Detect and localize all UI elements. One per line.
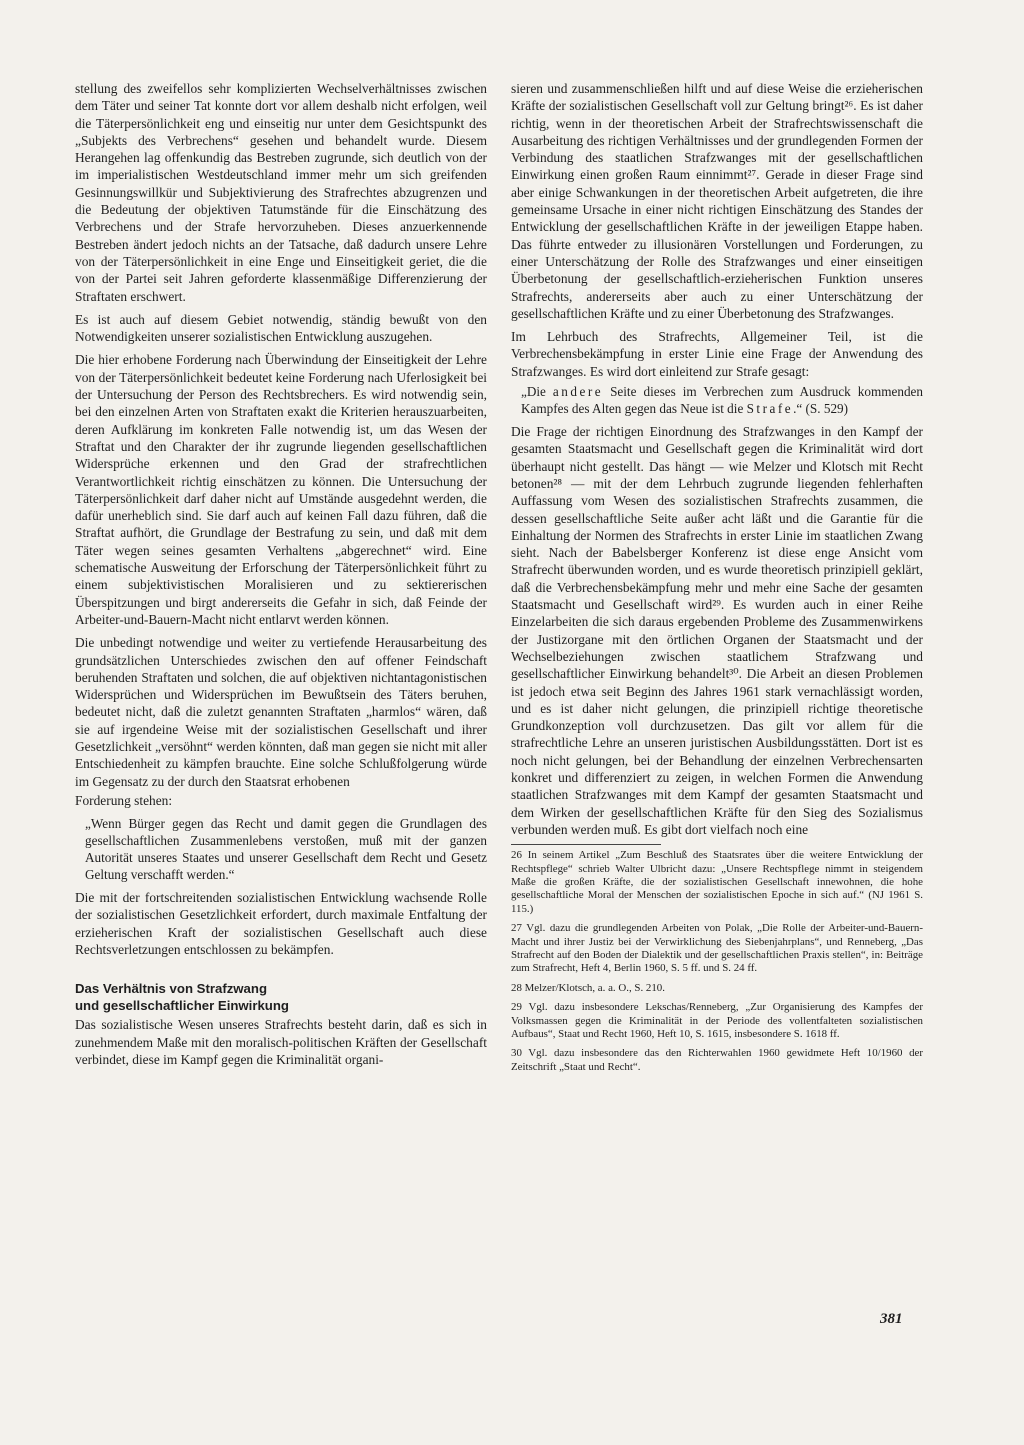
paragraph: Die hier erhobene Forderung nach Überwindung der Einseitigkeit der Lehre von der Täterpersönlichkeit bedeutet keine Forderung nach Uferlosigkeit bei der Untersuchung der Person des Rechtsbrechers. Es wird notwendig sein, bei den einzelnen Arten von Straftaten exakt die Kriterien herauszuarbeiten, deren Aufklärung im konkreten Falle notwendig ist, um das Wesen der Straftat und den Charakter der ihr zugrunde liegenden gesellschaftlichen Widersprüche erkennen und den Grad der strafrechtlichen Verantwortlichkeit richtig einschätzen zu können. Die Untersuchung der Täterpersönlichkeit darf daher nicht auf Umstände ausgedehnt werden, die dafür unerheblich sind. Sie darf auch auf keinen Fall dazu führen, daß die Straftat aufhört, die Grundlage der Bestrafung zu sein, und daß mit dem Täter wegen seines gesamten Verhaltens „abgerechnet“ wird. Eine schematische Ausweitung der Erforschung der Täterpersönlichkeit führt zu einem subjektivistischen Moralisieren und zu sektiererischen Überspitzungen und birgt andererseits die Gefahr in sich, daß Feinde der Arbeiter-und-Bauern-Macht nicht entlarvt werden können.	[75, 352, 487, 627]
section-heading	[75, 980, 487, 1014]
footnotes	[511, 849, 923, 1074]
paragraph: Es ist auch auf diesem Gebiet notwendig, ständig bewußt von den Notwendigkeiten unserer sozialistischen Entwicklung auszugehen.	[75, 311, 487, 345]
block-quote: „Wenn Bürger gegen das Recht und damit gegen die Grundlagen des gesellschaftlichen Zusammenlebens verstoßen, muß mit der ganzen Autorität unseres Staates und unserer Gesellschaft dem Recht und Gesetz Geltung verschafft werden.“	[85, 816, 487, 883]
quote-text: „Die	[521, 384, 553, 400]
footnote: 30 Vgl. dazu insbesondere das den Richterwahlen 1960 gewidmete Heft 10/1960 der Zeitschrift „Staat und Recht“.	[511, 1047, 923, 1073]
block-quote	[521, 383, 923, 417]
footnote-divider	[511, 844, 661, 845]
footnote: 26 In seinem Artikel „Zum Beschluß des Staatsrates über die weitere Entwicklung der Rechtspflege“ schrieb Walter Ulbricht dazu: „Unsere Rechtspflege nimmt in steigendem Maße die großen Kräfte, die der sozialistischen Gesellschaft innewohnen, die hohe gesellschaftliche Moral der Menschen der sozialistischen Epoche in sich auf.“ (NJ 1961 S. 115.)	[511, 849, 923, 915]
quote-emphasis: Strafe	[746, 401, 794, 417]
right-column	[511, 80, 923, 1080]
paragraph: Das sozialistische Wesen unseres Strafrechts besteht darin, daß es sich in zunehmendem Maße mit den moralisch-politischen Kräften der Gesellschaft verbindet, diese im Kampf gegen die Kriminalität organi-	[75, 1017, 487, 1067]
page-number: 381	[880, 1311, 903, 1327]
paragraph: Die mit der fortschreitenden sozialistischen Entwicklung wachsende Rolle der sozialistischen Gesetzlichkeit erfordert, durch maximale Entfaltung der erzieherischen Kraft der sozialistischen Gesellschaft auch diese Rechtsverletzungen entschlossen zu bekämpfen.	[75, 890, 487, 958]
footnote: 27 Vgl. dazu die grundlegenden Arbeiten von Polak, „Die Rolle der Arbeiter-und-Bauern-Macht und ihrer Justiz bei der Verwirklichung des Siebenjahrplans“, und Renneberg, „Das Strafrecht auf den Boden der Dialektik und der gesellschaftlichen Praxis stellen“, in: Beiträge zum Strafrecht, Heft 4, Berlin 1960, S. 5 ff. und S. 24 ff.	[511, 922, 923, 975]
paragraph: stellung des zweifellos sehr komplizierten Wechselverhältnisses zwischen dem Täter und seiner Tat konnte dort vor allem deshalb nicht erfolgen, weil die Täterpersönlichkeit eng und einseitig nur unter dem Gesichtspunkt des „Subjekts des Verbrechens“ gesehen und behandelt wurde. Diesem Herangehen lag offenkundig das Bestreben zugrunde, sich deutlich von der im imperialistischen Westdeutschland immer mehr um sich greifenden Gesinnungswillkür und Subjektivierung des Strafrechtes abzugrenzen und die Bedeutung der objektiven Tatumstände für die Einschätzung des Verbrechens und der Strafe hervorzuheben. Dieses anzuerkennende Bestreben ändert jedoch nichts an der Tatsache, daß dadurch unsere Lehre von der Täterpersönlichkeit in eine Enge und Einseitigkeit geriet, die die von der Partei seit Jahren geforderte klassenmäßige Differenzierung der Straftaten erschwert.	[75, 81, 487, 304]
section-heading-line: und gesellschaftlicher Einwirkung	[75, 998, 289, 1014]
footnote: 29 Vgl. dazu insbesondere Lekschas/Renneberg, „Zur Organisierung des Kampfes der Volksmassen gegen die Kriminalität in der Periode des vollentfalteten sozialistischen Aufbaus“, Staat und Recht 1960, Heft 10, S. 1615, insbesondere S. 1618 ff.	[511, 1001, 923, 1041]
paragraph: sieren und zusammenschließen hilft und auf diese Weise die erzieherischen Kräfte der sozialistischen Gesellschaft voll zur Geltung bringt²⁶. Es ist daher richtig, wenn in der theoretischen Arbeit der Strafrechtswissenschaft die Ausarbeitung des richtigen Verhältnisses und der grundlegenden Formen der Verbindung des staatlichen Strafzwanges mit der gesellschaftlichen Einwirkung einen großen Raum einnimmt²⁷. Gerade in dieser Frage sind aber einige Schwankungen in der theoretischen Arbeit aufgetreten, die ihre gemeinsame Ursache in einer nicht richtigen Einschätzung des Standes der Entwicklung der gesellschaftlichen Kräfte in der jeweiligen Etappe haben. Das führte entweder zu illusionären Vorstellungen und Forderungen, zu einer Unterschätzung der Rolle des Strafzwanges und einer einseitigen Überbetonung der gesellschaftlich-erzieherischen Funktion unseres Strafrechts, andererseits aber auch zu einer Unterschätzung der gesellschaftlichen Kräfte und zu einer Überbetonung des Strafzwanges.	[511, 81, 923, 321]
paragraph: Im Lehrbuch des Strafrechts, Allgemeiner Teil, ist die Verbrechensbekämpfung in erster Linie eine Frage der Anwendung des Strafzwanges. Es wird dort einleitend zur Strafe gesagt:	[511, 329, 923, 379]
quote-text: .“ (S. 529)	[793, 401, 849, 417]
section-heading-line: Das Verhältnis von Strafzwang	[75, 981, 268, 997]
paragraph: Forderung stehen:	[75, 792, 173, 808]
paragraph: Die unbedingt notwendige und weiter zu vertiefende Herausarbeitung des grundsätzlichen Unterschiedes zwischen den auf offener Feindschaft beruhenden Straftaten und solchen, die auf objektiven nichtantagonistischen Widersprüchen und Widersprüchen im Bewußtsein des Täters beruhen, bedeutet nicht, daß die zuletzt genannten Straftaten „harmlos“ wären, daß sie auf irgendeine Weise mit der sozialistischen Gesellschaft und ihrer Gesetzlichkeit „versöhnt“ werden könnten, daß man gegen sie nicht mit aller Entschiedenheit zu kämpfen brauchte. Eine solche Schlußfolgerung würde im Gegensatz zu der durch den Staatsrat erhobenen	[75, 635, 487, 789]
paragraph: Die Frage der richtigen Einordnung des Strafzwanges in den Kampf der gesamten Staatsmacht und Gesellschaft gegen die Kriminalität wird dort überhaupt nicht gestellt. Das hängt — wie Melzer und Klotsch mit Recht betonen²⁸ — mit der dem Lehrbuch zugrunde liegenden fehlerhaften Auffassung vom Wesen des sozialistischen Strafrechts zusammen, die dessen gesellschaftliche Seite außer acht läßt und die Garantie für die Einhaltung der Normen des Strafrechts in erster Linie im staatlichen Zwang sieht. Nach der Babelsberger Konferenz ist diese enge Ansicht vom Strafrecht überwunden worden, und es wurde theoretisch prinzipiell geklärt, daß die Verbrechensbekämpfung mehr und mehr eine Sache der gesamten Staatsmacht und Gesellschaft wird²⁹. Es wurden auch in einer Reihe Einzelarbeiten die sich daraus ergebenden Probleme des Zusammenwirkens der Justizorgane mit den örtlichen Organen der Staatsmacht und der Wechselbeziehungen zwischen staatlichem Strafzwang und gesellschaftlicher Einwirkung behandelt³⁰. Die Arbeit an diesen Problemen ist jedoch etwa seit Beginn des Jahres 1961 stark vernachlässigt worden, und es ist daher nicht gelungen, die prinzipiell richtige theoretische Grundkonzeption voll durchzusetzen. Das gilt vor allem für die strafrechtliche Lehre an unseren juristischen Ausbildungsstätten. Dort ist es noch nicht gelungen, bei der Behandlung der einzelnen Verbrechensarten konkret und differenziert zu zeigen, in welchen Formen die Anwendung staatlichen Strafzwanges mit dem Kampf der gesamten Staatsmacht und dem Wirken der gesellschaftlichen Kräfte für den Sieg des Sozialismus verbunden werden muß. Es gibt dort vielfach noch eine	[511, 424, 923, 837]
left-column	[75, 80, 487, 1074]
footnote: 28 Melzer/Klotsch, a. a. O., S. 210.	[511, 981, 665, 994]
quote-text: Seite dieses im Verbrechen zum Ausdruck kommenden Kampfes des Alten gegen das Neue ist die	[521, 384, 923, 417]
quote-emphasis: andere	[552, 384, 604, 400]
